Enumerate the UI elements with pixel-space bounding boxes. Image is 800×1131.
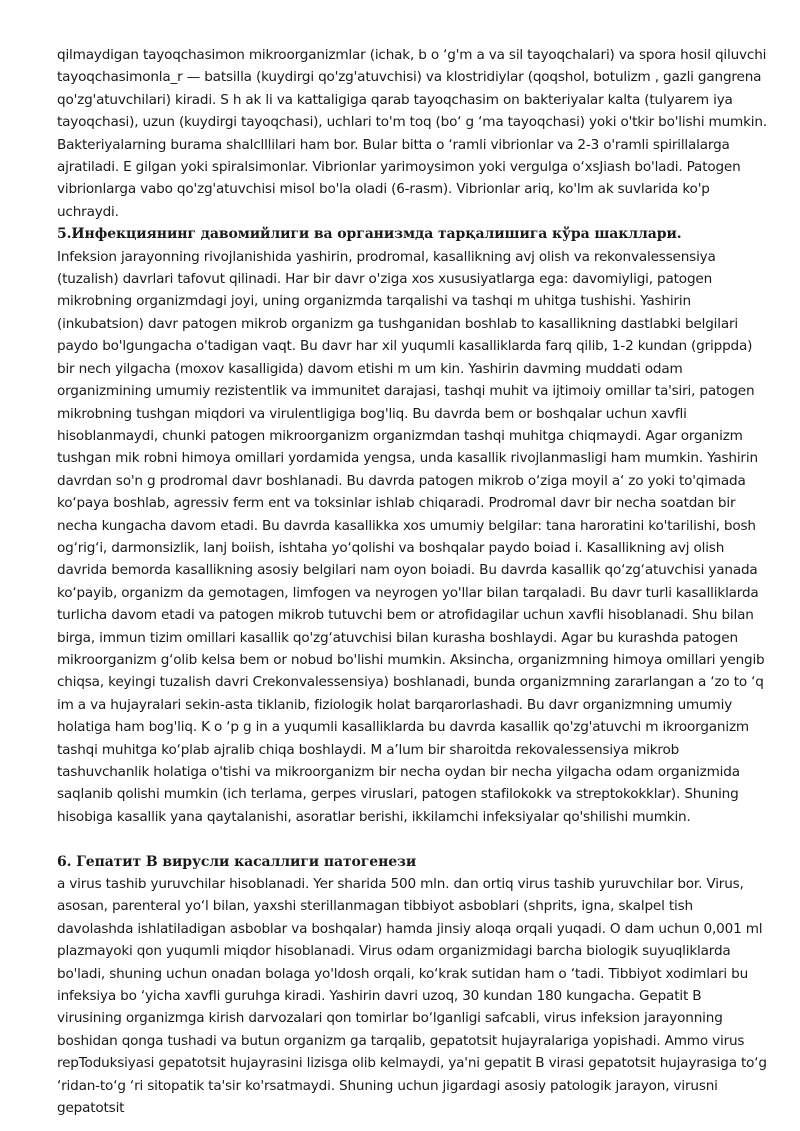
section-5-heading: 5.Инфекциянинг давомийлиги ва организмда тарқалишига кўра шакллари. (57, 226, 682, 243)
section-6-heading: 6. Гепатит В вирусли касаллиги патогенези (57, 853, 417, 870)
section-6-paragraph: a virus tashib yuruvchilar hisoblanadi. Yer sharida 500 mln. dan ortiq virus tashib yuruvchilar bor. Virus, asosan, parenteral yo‘l bilan, yaxshi sterillanmagan tibbiyot asboblari (shprits, igna, skalpel tish davolashda ishlatiladigan asboblar va boshqalar) hamda jinsiy aloqa orqali yuqadi. O dam uchun 0,001 ml plazmayoki qon yuqumli miqdor hisoblanadi. Virus odam organizmidagi barcha biologik suyuqliklarda bo'ladi, shuning uchun onadan bolaga yo'ldosh orqali, ko‘krak sutidan ham o ‘tadi. Tibbiyot xodimlari bu infeksiya bo ‘yicha xavfli guruhga kiradi. Yashirin davri uzoq, 30 kundan 180 kungacha. Gepatit B virusining organizmga kirish darvozalari qon tomirlar bo‘lganligi safcabli, virus infeksion jarayonning boshidan qonga tushadi va butun organizm ga tarqalib, gepatotsit hujayralariga yopishadi. Ammo virus repToduksiyasi gepatotsit hujayrasini lizisga olib kelmaydi, ya'ni gepatit B virasi gepatotsit hujayrasiga to‘g ‘ridan-to‘g ‘ri sitopatik ta'sir ko'rsatmaydi. Shuning uchun jigardagi asosiy patologik jarayon, virusni gepatotsit (57, 876, 767, 1117)
intro-paragraph: qilmaydigan tayoqchasimon mikroorganizmlar (ichak, b o ‘g'm a va sil tayoqchalari) va spora hosil qiluvchi tayoqchasimonla_r — batsilla (kuydirgi qo'zg'atuvchisi) va klostridiylar (qoqshol, botulizm , gazli gangrena qo'zg'atuvchilari) kiradi. S h ak li va kattaligiga qarab tayoqchasim on bakteriyalar kalta (tulyarem iya tayoqchasi), uzun (kuydirgi tayoqchasi), uchlari to'm toq (bo‘ g ‘ma tayoqchasi) yoki o'tkir bo'lishi mumkin. Bakteriyalarning burama shalclllilari ham bor. Bular bitta o ‘ramli vibrionlar va 2-3 o'ramli spirillalarga ajratiladi. E gilgan yoki spiralsimonlar. Vibrionlar yarimoysimon yoki vergulga o‘xsJiash bo'ladi. Patogen vibrionlarga vabo qo'zg'atuvchisi misol bo'la oladi (6-rasm). Vibrionlar ariq, ko'lm ak suvlarida ko'p uchraydi. (57, 47, 767, 220)
section-5-paragraph: Infeksion jarayonning rivojlanishida yashirin, prodromal, kasallikning avj olish va rekonvalessensiya (tuzalish) davrlari tafovut qilinadi. Har bir davr o'ziga xos xususiyatlarga ega: davomiyligi, patogen mikrobning organizmdagi joyi, uning organizmda tarqalishi va tashqi m uhitga tushishi. Yashirin (inkubatsion) davr patogen mikrob organizm ga tushganidan boshlab to kasallikning dastlabki belgilari paydo bo'lgungacha o'tadigan vaqt. Bu davr har xil yuqumli kasalliklarda farq qilib, 1-2 kundan (grippda) bir nech yilgacha (moxov kasalligida) davom etishi m um kin. Yashirin davming muddati odam organizmining umumiy rezistentlik va immunitet darajasi, tashqi muhit va ijtimoiy omillar ta'siri, patogen mikrobning tushgan miqdori va virulentligiga bog'liq. Bu davrda bem or boshqalar uchun xavfli hisoblanmaydi, chunki patogen mikroorganizm organizmdan tashqi muhitga chiqmaydi. Agar organizm tushgan mik robni himoya omillari yordamida yengsa, unda kasallik rivojlanmasligi ham mumkin. Yashirin davrdan so'n g prodromal davr boshlanadi. Bu davrda patogen mikrob o‘ziga moyil a‘ zo yoki to'qimada ko‘paya boshlab, agressiv ferm ent va toksinlar ishlab chiqaradi. Prodromal davr bir necha soatdan bir necha kungacha davom etadi. Bu davrda kasallikka xos umumiy belgilar: tana haroratini ko'tarilishi, bosh og‘rig‘i, darmonsizlik, lanj boiish, ishtaha yo‘qolishi va boshqalar paydo boiad i. Kasallikning avj olish davrida bemorda kasallikning asosiy belgilari nam oyon boiadi. Bu davrda kasallik qo‘zg‘atuvchisi yanada ko‘payib, organizm da gemotagen, limfogen va neyrogen yo'llar bilan tarqaladi. Bu davr turli kasalliklarda turlicha davom etadi va patogen mikrob tutuvchi bem or atrofidagilar uchun xavfli hisoblanadi. Shu bilan birga, immun tizim omillari kasallik qo'zg‘atuvchisi bilan kurasha boshlaydi. Agar bu kurashda patogen mikroorganizm g‘olib kelsa bem or nobud bo'lishi mumkin. Aksincha, organizmning himoya omillari yengib chiqsa, keyingi tuzalish davri Crekonvalessensiya) boshlanadi, bunda organizmning zararlangan a ‘zo to ‘q im a va hujayralari sekin-asta tiklanib, fiziologik holat barqarorlashadi. Bu davr organizmning umumiy holatiga ham bog'liq. K o ‘p g in a yuqumli kasalliklarda bu davrda kasallik qo'zg'atuvchi m ikroorganizm tashqi muhitga ko‘plab ajralib chiqa boshlaydi. M a’lum bir sharoitda rekovalessensiya mikrob tashuvchanlik holatiga o'tishi va mikroorganizm bir necha oydan bir necha yilgacha odam organizmida saqlanib qolishi mumkin (ich terlama, gerpes viruslari, patogen stafilokokk va streptokokklar). Shuning hisobiga kasallik yana qaytalanishi, asoratlar berishi, ikkilamchi infeksiyalar qo'shilishi mumkin. (57, 248, 765, 825)
section-spacer (57, 828, 769, 850)
document-page (57, 44, 769, 1119)
